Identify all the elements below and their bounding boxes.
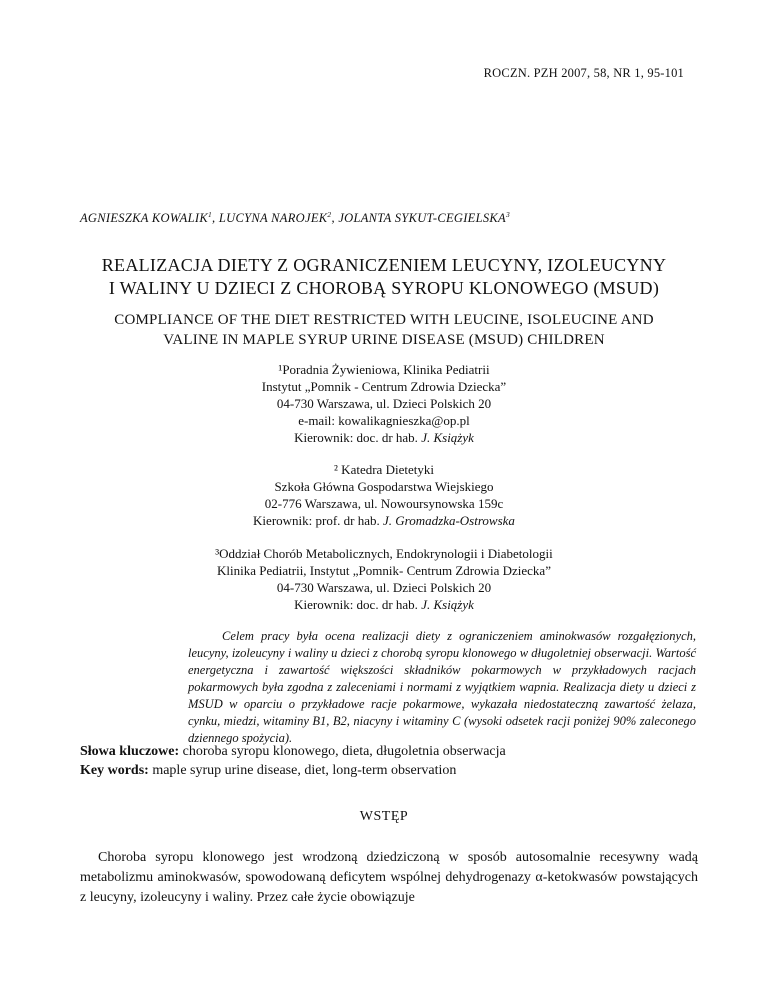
affiliation-2 — [0, 461, 768, 529]
title-polish-line: REALIZACJA DIETY Z OGRANICZENIEM LEUCYNY, IZOLEUCYNY — [101, 255, 667, 275]
keywords-polish: Słowa kluczowe: choroba syropu klonowego, dieta, długoletnia obserwacja — [80, 744, 506, 759]
affiliation-line: 02-776 Warszawa, ul. Nowoursynowska 159c — [264, 496, 504, 511]
affiliation-line: 04-730 Warszawa, ul. Dzieci Polskich 20 — [276, 396, 492, 411]
affiliation-line: Klinika Pediatrii, Instytut „Pomnik- Centrum Zdrowia Dziecka” — [217, 563, 551, 578]
journal-reference: ROCZN. PZH 2007, 58, NR 1, 95-101 — [483, 66, 684, 80]
title-english-line: VALINE IN MAPLE SYRUP URINE DISEASE (MSUD) CHILDREN — [163, 332, 605, 348]
title-polish-line: I WALINY U DZIECI Z CHOROBĄ SYROPU KLONOWEGO (MSUD) — [108, 278, 660, 298]
introduction-paragraph: Choroba syropu klonowego jest wrodzoną dziedziczoną w sposób autosomalnie recesywny wadą metabolizmu aminokwasów, spowodowaną deficytem wspólnej dehydrogenazy α-ketokwasów powstających z leucyny, izoleucyny i waliny. Przez całe życie obowiązuje — [80, 850, 698, 905]
affiliation-line: ³Oddział Chorób Metabolicznych, Endokrynologii i Diabetologii — [215, 546, 553, 561]
author: JOLANTA SYKUT-CEGIELSKA$^3$ — [338, 209, 511, 225]
affiliation-head: Kierownik: prof. dr hab. J. Gromadzka-Ostrowska — [253, 513, 515, 528]
affiliation-head: Kierownik: doc. dr hab. J. Książyk — [294, 597, 474, 612]
affiliation-email: e-mail: kowalikagnieszka@op.pl — [298, 413, 470, 428]
abstract: Celem pracy była ocena realizacji diety z ograniczeniem aminokwasów rozgałęzionych, leucyny, izoleucyny i waliny u dzieci z chorobą syropu klonowego w długoletniej obserwacji. Wartość energetyczna i zawartość większości składników pokarmowych w przykładowych racjach pokarmowych była zgodna z zaleceniami i normami z wyjątkiem wapnia. Realizacja diety u dzieci z MSUD w oparciu o przykładowe racje pokarmowe, wykazała niedostateczną zawartość żelaza, cynku, miedzi, witaminy B1, B2, niacyny i witaminy C (wysoki odsetek racji poniżej 90% zaleconego dziennego spożycia). — [188, 629, 696, 745]
keywords-label: Key words: — [80, 763, 149, 778]
author-superscript: 3 — [506, 209, 511, 219]
head-name: J. Książyk — [421, 597, 474, 612]
affiliation-line: ² Katedra Dietetyki — [334, 462, 434, 477]
section-heading: WSTĘP — [359, 809, 409, 824]
author: LUCYNA NAROJEK$^2$, — [218, 209, 339, 225]
author-superscript: 1 — [207, 209, 213, 219]
affiliation-line: Szkoła Główna Gospodarstwa Wiejskiego — [274, 479, 494, 494]
head-name: J. Gromadzka-Ostrowska — [383, 513, 515, 528]
head-name: J. Książyk — [421, 430, 474, 445]
title-english — [0, 310, 768, 350]
keywords-english: Key words: maple syrup urine disease, diet, long-term observation — [80, 763, 457, 778]
affiliation-3 — [0, 545, 768, 613]
affiliation-1 — [0, 361, 768, 446]
affiliation-line: 04-730 Warszawa, ul. Dzieci Polskich 20 — [276, 580, 492, 595]
affiliation-head: Kierownik: doc. dr hab. J. Książyk — [294, 430, 474, 445]
author: AGNIESZKA KOWALIK$^1$, — [80, 209, 219, 225]
title-polish — [0, 254, 768, 300]
affiliation-line: Instytut „Pomnik - Centrum Zdrowia Dziecka” — [261, 379, 507, 394]
keywords-block — [80, 742, 700, 780]
author-superscript: 2 — [327, 209, 332, 219]
affiliation-line: ¹Poradnia Żywieniowa, Klinika Pediatrii — [278, 362, 490, 377]
author-list — [80, 211, 510, 226]
keywords-label: Słowa kluczowe: — [80, 744, 180, 759]
title-english-line: COMPLIANCE OF THE DIET RESTRICTED WITH LEUCINE, ISOLEUCINE AND — [114, 312, 654, 328]
